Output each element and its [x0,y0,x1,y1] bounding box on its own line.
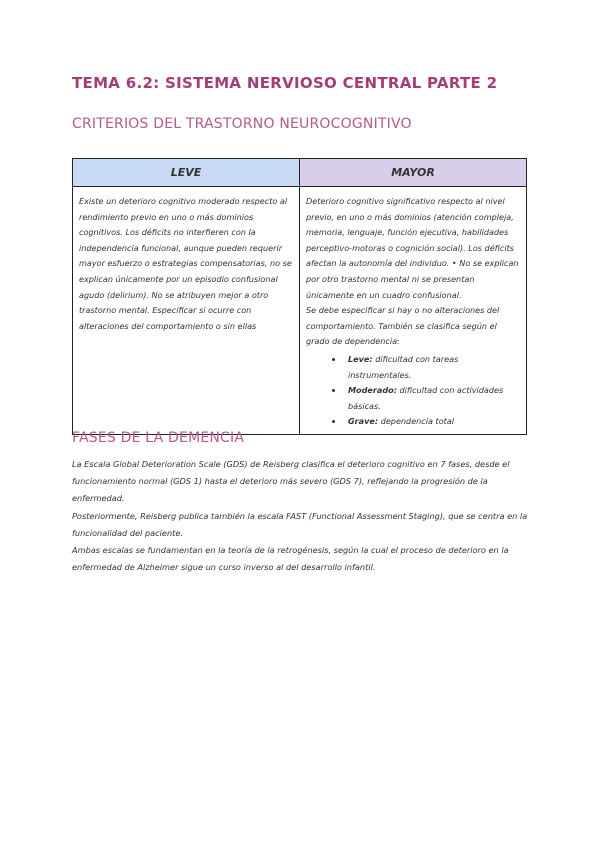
mayor-description: Deterioro cognitivo significativo respecto al nivel previo, en uno o más dominios (atención compleja, memoria, lenguaje, función ejecutiva, habilidades perceptivo-motoras o cognición social). Los déficits afectan la autonomía del individuo. • No se explican por otro trastorno mental ni se presentan únicamente en un cuadro confusional. [306,196,519,300]
table-header-row [73,159,527,187]
fases-body [72,456,532,576]
leve-description: Existe un deterioro cognitivo moderado respecto al rendimiento previo en uno o más dominios cognitivos. Los déficits no interfieren con la independencia funcional, aunque pueden requerir mayor esfuerzo o estrategias compensatorias, no se explican únicamente por un episodio confusional agudo (delirium). No se atribuyen mejor a otro trastorno mental. Especificar si ocurre con alteraciones del comportamiento o sin ellas [79,196,292,331]
dependency-term: Moderado: [348,385,397,396]
cell-leve [73,187,300,435]
header-leve: LEVE [73,159,300,187]
dependency-desc: dificultad con actividades básicas. [348,385,504,411]
table-row [73,187,527,435]
dependency-term: Leve: [348,353,373,364]
paragraph-gds: La Escala Global Deterioration Scale (GDS) de Reisberg clasifica el deterioro cognitivo en 7 fases, desde el funcionamiento normal (GDS 1) hasta el deterioro más severo (GDS 7), reflejando la progresión de la enfermedad. [72,459,510,504]
header-mayor: MAYOR [300,159,527,187]
section-heading-fases: FASES DE LA DEMENCIA [72,430,245,446]
criteria-table [72,158,527,435]
dependency-desc: dificultad con tareas instrumentales. [348,353,459,380]
cell-mayor [300,187,527,435]
page-title: TEMA 6.2: SISTEMA NERVIOSO CENTRAL PARTE 2 [72,74,498,92]
list-item [344,414,521,430]
list-item [344,352,521,383]
paragraph-fast: Posteriormente, Reisberg publica también la escala FAST (Functional Assessment Staging), que se centra en la funcionalidad del paciente. [72,510,528,538]
list-item [344,383,521,414]
paragraph-retrogenesis: Ambas escalas se fundamentan en la teoría de la retrogénesis, según la cual el proceso de deterioro en la enfermedad de Alzheimer sigue un curso inverso al del desarrollo infantil. [72,545,509,573]
mayor-specifier: Se debe especificar si hay o no alteraciones del comportamiento. También se clasifica según el grado de dependencia: [306,305,500,347]
dependency-list [306,352,521,430]
dependency-term: Grave: [348,416,379,427]
dependency-desc: dependencia total [380,416,455,427]
section-heading-criterios: CRITERIOS DEL TRASTORNO NEUROCOGNITIVO [72,116,412,132]
